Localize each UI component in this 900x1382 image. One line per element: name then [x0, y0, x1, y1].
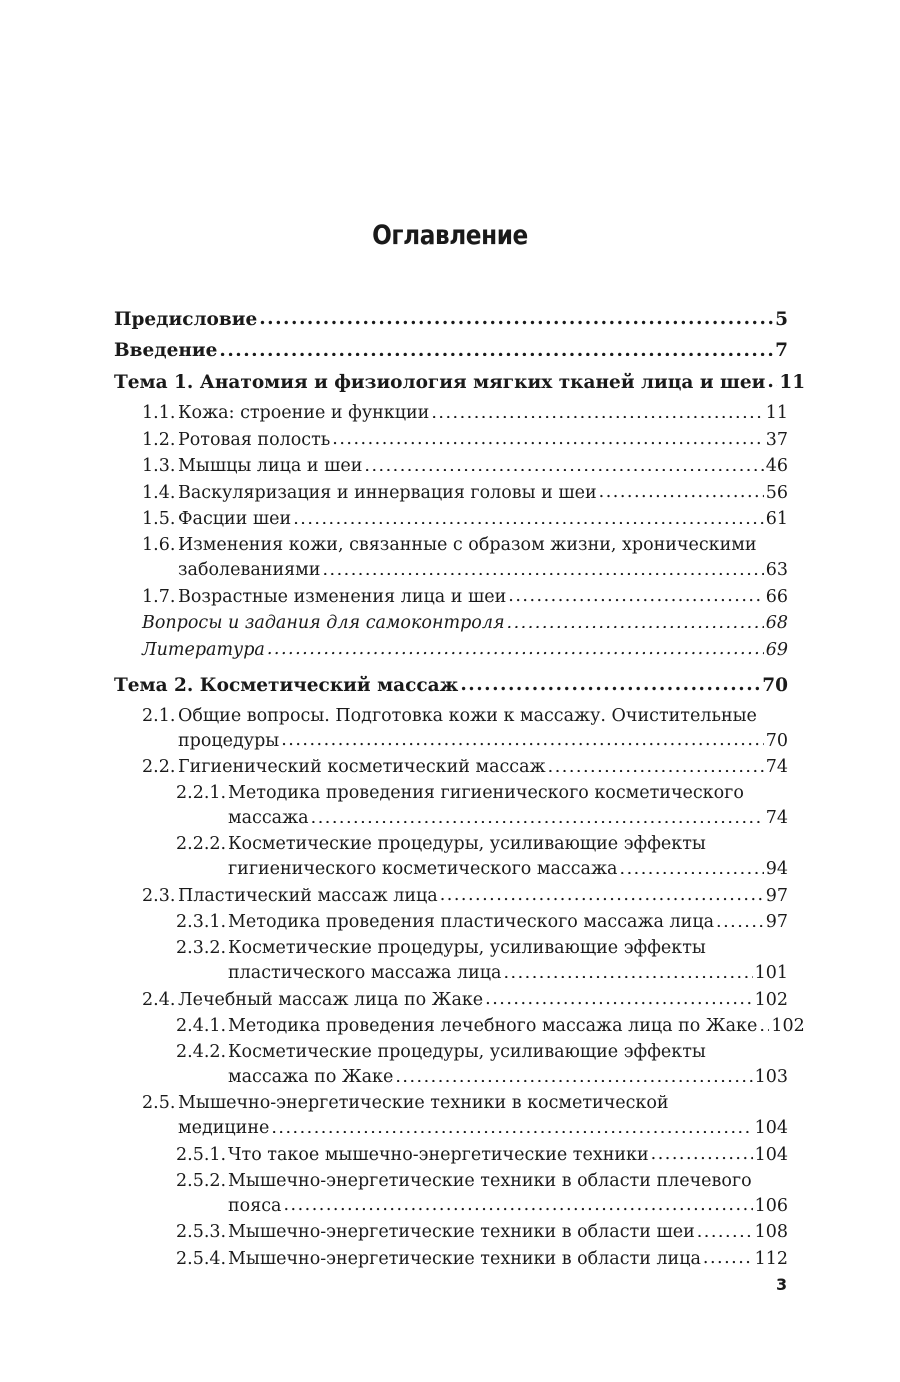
toc-entry-text-cont: медицине: [178, 1118, 270, 1138]
toc-entry-number: 2.4.1.: [176, 1016, 227, 1036]
table-of-contents: [114, 306, 806, 1273]
toc-entry-text: Тема 2. Косметический массаж: [114, 674, 459, 696]
toc-entry-text: Методика проведения пластического массажа лица: [228, 912, 715, 932]
toc-entry-2-2-2[interactable]: [114, 832, 788, 882]
toc-entry-number: 2.2.1.: [176, 783, 227, 803]
leader-dots: [485, 987, 752, 1005]
leader-dots: [322, 558, 763, 576]
toc-entry-number: 2.3.1.: [176, 912, 227, 932]
leader-dots: [271, 1116, 752, 1134]
toc-page-number: 97: [765, 912, 788, 932]
toc-entry-number: 1.2.: [142, 429, 176, 450]
toc-entry-2-3-2[interactable]: [114, 936, 788, 986]
toc-entry-1-literature[interactable]: [114, 637, 788, 662]
leader-dots: [440, 883, 764, 901]
toc-entry-2-5-4[interactable]: [114, 1246, 788, 1271]
toc-page-number: 70: [765, 730, 788, 751]
toc-entry-text: Общие вопросы. Подготовка кожи к массажу. Очистительные: [178, 705, 757, 726]
toc-entry-text: Лечебный массаж лица по Жаке: [178, 989, 484, 1010]
toc-page-number: 11: [765, 403, 788, 423]
leader-dots: [431, 401, 763, 419]
toc-entry-number: 2.2.: [142, 757, 176, 777]
toc-page-number: 46: [765, 456, 788, 476]
toc-page-number: 102: [754, 989, 788, 1010]
toc-entry-number: 2.4.2.: [176, 1042, 227, 1062]
toc-entry-1-3[interactable]: [114, 454, 788, 479]
toc-page-number: 106: [754, 1195, 788, 1216]
toc-entry-text: Тема 1. Анатомия и физиология мягких тканей лица и шеи: [114, 371, 766, 393]
leader-dots: [219, 338, 773, 357]
leader-dots: [759, 1014, 769, 1032]
toc-entry-1-4[interactable]: [114, 480, 788, 505]
toc-page-number: 112: [754, 1248, 788, 1269]
toc-entry-number: 1.1.: [142, 403, 176, 423]
leader-dots: [697, 1220, 753, 1238]
toc-page-number: 63: [765, 560, 788, 580]
toc-entry-number: 2.5.1.: [176, 1144, 227, 1165]
leader-dots: [259, 306, 773, 325]
toc-entry-text: Гигиенический косметический массаж: [178, 757, 546, 777]
toc-entry-text-cont: массажа: [228, 808, 309, 828]
toc-entry-text: Фасции шеи: [178, 509, 292, 529]
toc-entry-text-cont: заболеваниями: [178, 560, 321, 580]
toc-page-number: 102: [771, 1016, 805, 1036]
toc-page-number: 69: [765, 639, 788, 660]
leader-dots: [460, 672, 760, 691]
leader-dots: [507, 611, 764, 629]
toc-page-number: 94: [765, 859, 788, 879]
toc-entry-text: Мышечно-энергетические техники в области шеи: [228, 1222, 695, 1242]
toc-entry-text: Ротовая полость: [178, 429, 331, 450]
toc-page-number: 61: [765, 509, 788, 529]
toc-entry-text: Методика проведения гигиенического косметического: [228, 783, 744, 803]
toc-entry-topic2[interactable]: [114, 672, 788, 699]
toc-entry-text-cont: гигиенического косметического массажа: [228, 859, 618, 879]
toc-entry-text: Мышечно-энергетические техники в области плечевого: [228, 1170, 752, 1191]
toc-entry-1-questions[interactable]: [114, 611, 788, 636]
toc-page-number: 5: [775, 308, 788, 330]
toc-entry-1-1[interactable]: [114, 401, 788, 426]
toc-entry-2-5-2[interactable]: [114, 1169, 788, 1219]
toc-entry-text: Косметические процедуры, усиливающие эффекты: [228, 1042, 706, 1062]
toc-entry-2-4[interactable]: [114, 987, 788, 1012]
toc-entry-number: 1.3.: [142, 456, 176, 476]
toc-entry-topic1[interactable]: [114, 369, 806, 396]
leader-dots: [599, 480, 764, 498]
page-number: 3: [776, 1275, 788, 1294]
toc-page-number: 74: [765, 757, 788, 777]
toc-entry-number: 2.1.: [142, 705, 176, 726]
toc-entry-2-3-1[interactable]: [114, 910, 788, 935]
toc-entry-text-cont: пояса: [228, 1195, 282, 1216]
leader-dots: [311, 806, 764, 824]
toc-page-number: 37: [765, 429, 788, 450]
toc-entry-intro[interactable]: [114, 338, 788, 365]
leader-dots: [293, 507, 764, 525]
toc-entry-number: 2.3.: [142, 885, 176, 906]
leader-dots: [283, 1193, 752, 1211]
toc-page-number: 108: [754, 1222, 788, 1242]
leader-dots: [364, 454, 763, 472]
toc-entry-text-cont: массажа по Жаке: [228, 1067, 394, 1087]
toc-page-number: 68: [765, 613, 788, 633]
toc-entry-text: Введение: [114, 340, 218, 361]
toc-entry-text: Косметические процедуры, усиливающие эффекты: [228, 938, 706, 958]
toc-entry-2-2-1[interactable]: [114, 781, 788, 831]
toc-entry-number: 1.5.: [142, 509, 176, 529]
leader-dots: [267, 637, 764, 655]
toc-entry-text: Возрастные изменения лица и шеи: [178, 586, 507, 607]
leader-dots: [332, 427, 763, 445]
leader-dots: [620, 857, 764, 875]
toc-entry-2-5[interactable]: [114, 1091, 788, 1141]
toc-page-number: 103: [754, 1067, 788, 1087]
toc-entry-number: 2.3.2.: [176, 938, 227, 958]
toc-entry-number: 2.5.4.: [176, 1248, 227, 1269]
leader-dots: [651, 1142, 753, 1160]
toc-entry-2-5-1[interactable]: [114, 1142, 788, 1167]
toc-entry-text-cont: процедуры: [178, 730, 280, 751]
toc-page-number: 56: [765, 482, 788, 503]
toc-page-number: 70: [762, 674, 788, 696]
toc-entry-2-4-2[interactable]: [114, 1040, 788, 1090]
toc-page-number: 74: [765, 808, 788, 828]
toc-entry-text: Мышечно-энергетические техники в косметической: [178, 1093, 669, 1113]
toc-entry-text: Что такое мышечно-энергетические техники: [228, 1144, 649, 1165]
toc-entry-text: Кожа: строение и функции: [178, 403, 430, 423]
toc-entry-2-2[interactable]: [114, 755, 788, 780]
toc-entry-number: 2.4.: [142, 989, 176, 1010]
toc-entry-2-5-3[interactable]: [114, 1220, 788, 1245]
toc-entry-number: 2.2.2.: [176, 834, 227, 854]
leader-dots: [703, 1246, 753, 1264]
toc-entry-number: 2.5.2.: [176, 1170, 227, 1191]
toc-entry-text: Мышцы лица и шеи: [178, 456, 363, 476]
toc-entry-text: Изменения кожи, связанные с образом жизни, хроническими: [178, 535, 757, 555]
toc-entry-text: Вопросы и задания для самоконтроля: [142, 613, 505, 633]
toc-entry-number: 1.7.: [142, 586, 176, 607]
toc-page-number: 7: [775, 340, 788, 361]
toc-entry-number: 2.5.: [142, 1093, 176, 1113]
toc-entry-number: 1.4.: [142, 482, 176, 503]
leader-dots: [281, 728, 764, 746]
leader-dots: [508, 584, 763, 602]
page-title: Оглавление: [372, 220, 528, 251]
toc-page-number: 101: [754, 963, 788, 983]
toc-entry-2-3[interactable]: [114, 883, 788, 908]
toc-entry-preface[interactable]: [114, 306, 788, 333]
toc-entry-text: Васкуляризация и иннервация головы и шеи: [178, 482, 597, 503]
leader-dots: [767, 369, 777, 388]
toc-page-number: 104: [754, 1144, 788, 1165]
toc-entry-1-6[interactable]: [114, 533, 788, 583]
leader-dots: [548, 755, 764, 773]
toc-entry-1-7[interactable]: [114, 584, 788, 609]
toc-page-number: 11: [779, 371, 806, 393]
toc-entry-number: 1.6.: [142, 535, 176, 555]
toc-entry-1-5[interactable]: [114, 507, 788, 532]
toc-entry-number: 2.5.3.: [176, 1222, 227, 1242]
toc-entry-text: Косметические процедуры, усиливающие эффекты: [228, 834, 706, 854]
toc-entry-1-2[interactable]: [114, 427, 788, 452]
toc-entry-text-cont: пластического массажа лица: [228, 963, 502, 983]
leader-dots: [716, 910, 764, 928]
toc-page-number: 104: [754, 1118, 788, 1138]
toc-entry-text: Предисловие: [114, 308, 258, 330]
toc-entry-text: Мышечно-энергетические техники в области лица: [228, 1248, 701, 1269]
toc-entry-text: Литература: [142, 639, 265, 660]
toc-page-number: 97: [765, 885, 788, 906]
toc-entry-2-1[interactable]: [114, 704, 788, 754]
toc-page-number: 66: [765, 586, 788, 607]
toc-entry-text: Методика проведения лечебного массажа лица по Жаке: [228, 1016, 758, 1036]
leader-dots: [503, 961, 752, 979]
toc-entry-2-4-1[interactable]: [114, 1014, 805, 1039]
leader-dots: [395, 1065, 752, 1083]
toc-entry-text: Пластический массаж лица: [178, 885, 438, 906]
